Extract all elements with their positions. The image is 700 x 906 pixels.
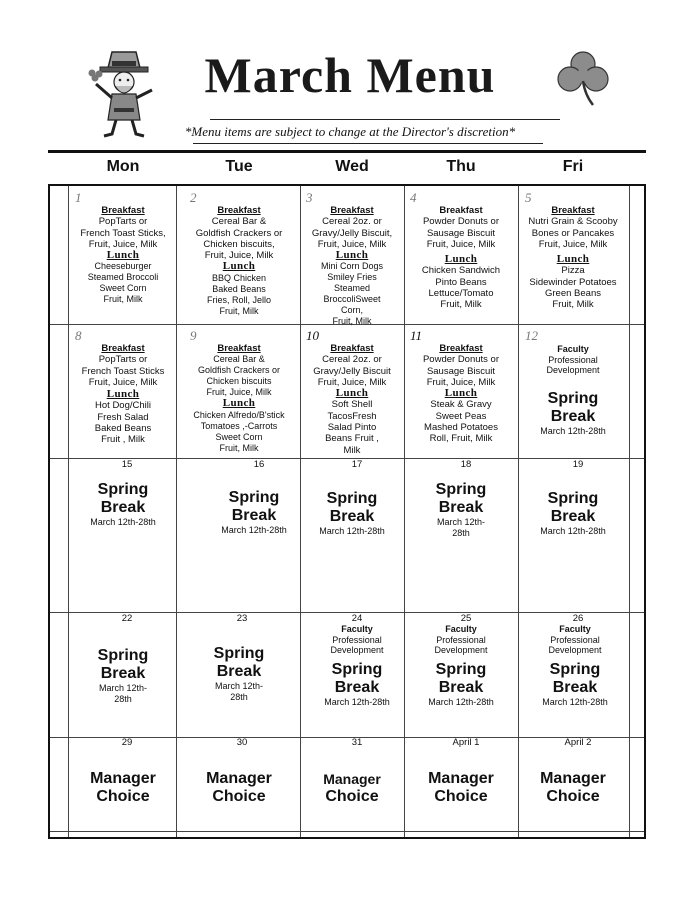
menu-cell <box>68 343 178 446</box>
leprechaun-icon <box>88 48 160 140</box>
lunch-label: Lunch <box>556 253 590 266</box>
menu-item: Nutri Grain & Scooby <box>528 216 618 228</box>
menu-item: Pizza <box>561 265 585 277</box>
day-number: 3 <box>306 190 313 205</box>
breakfast-label: Breakfast <box>217 205 261 216</box>
break-label: Break <box>550 508 596 525</box>
break-dates: March 12th-28th <box>324 696 390 707</box>
menu-item: Hot Dog/Chili <box>95 400 151 412</box>
day-number: 12 <box>525 328 538 343</box>
menu-item: Bones or Pancakes <box>531 227 615 239</box>
menu-item: Goldfish Crackers or <box>195 227 283 239</box>
menu-item: Lettuce/Tomato <box>428 288 494 300</box>
menu-item: Chicken Alfredo/B'stick <box>193 409 285 420</box>
break-label: Break <box>334 678 380 696</box>
menu-cell <box>195 489 313 536</box>
choice-label: Choice <box>325 788 379 805</box>
professional-label: Professional <box>436 634 486 645</box>
spring-label: Spring <box>435 481 487 498</box>
menu-item: Sweet Peas <box>435 410 487 422</box>
break-dates: March 12th-28th <box>90 517 156 527</box>
menu-item: Soft Shell <box>331 399 373 411</box>
menu-item: Fruit, Juice, Milk <box>317 376 387 388</box>
lunch-label: Lunch <box>444 387 478 400</box>
menu-cell <box>404 205 518 311</box>
menu-item: Baked Beans <box>94 423 152 435</box>
menu-item: Smiley Fries <box>327 272 377 283</box>
lunch-label: Lunch <box>106 249 140 262</box>
menu-cell <box>404 624 518 707</box>
menu-item: Fruit, Milk <box>552 299 594 311</box>
menu-item: Chicken Sandwich <box>421 265 501 277</box>
grid-line <box>50 831 644 832</box>
menu-cell <box>178 205 300 317</box>
menu-item: PopTarts or <box>98 354 148 366</box>
manager-label: Manager <box>206 770 272 787</box>
menu-item: Fruit , Milk <box>101 434 145 446</box>
menu-item: Baked Beans <box>212 283 266 294</box>
day-header-fri: Fri <box>562 158 584 175</box>
day-number: 30 <box>236 737 248 748</box>
day-number: April 2 <box>564 737 592 748</box>
menu-item: Fruit, Juice, Milk <box>426 376 496 388</box>
day-header-thu: Thu <box>446 158 476 175</box>
menu-item: Corn, <box>340 305 363 316</box>
menu-cell <box>68 647 178 705</box>
menu-item: Pinto Beans <box>435 276 487 288</box>
day-number: 1 <box>75 190 82 205</box>
faculty-label: Faculty <box>445 624 477 634</box>
menu-item: Fruit, Juice, Milk <box>538 238 608 250</box>
menu-item: BroccoliSweet <box>323 294 381 305</box>
breakfast-label: Breakfast <box>217 343 261 354</box>
menu-item: French Toast Sticks <box>81 365 165 377</box>
break-label: Break <box>100 499 146 516</box>
day-number: 4 <box>410 190 417 205</box>
menu-item: Fruit, Juice, Milk <box>88 376 158 388</box>
menu-cell <box>404 481 518 539</box>
menu-item: Chicken biscuits <box>206 376 272 387</box>
menu-item: Fruit, Milk <box>219 305 259 316</box>
menu-item: Fruit, Milk <box>219 442 259 453</box>
menu-cell <box>518 205 628 311</box>
day-number: 18 <box>460 459 472 470</box>
day-number: 2 <box>190 190 197 205</box>
menu-item: BBQ Chicken <box>211 272 267 283</box>
breakfast-label: Breakfast <box>101 205 145 216</box>
break-dates: March 12th- <box>214 681 264 691</box>
spring-label: Spring <box>326 490 378 507</box>
break-dates: 28th <box>230 692 248 702</box>
break-dates: March 12th- <box>436 517 486 527</box>
breakfast-label: Breakfast <box>439 343 483 354</box>
day-number: 10 <box>306 328 319 343</box>
menu-cell <box>300 624 414 707</box>
break-dates: March 12th-28th <box>319 526 385 536</box>
disclaimer-underline <box>193 143 543 144</box>
lunch-label: Lunch <box>106 388 140 401</box>
menu-item: Gravy/Jelly Biscuit, <box>311 227 393 239</box>
choice-label: Choice <box>434 788 488 805</box>
menu-item: Sweet Corn <box>215 431 263 442</box>
menu-cell <box>178 770 300 806</box>
menu-item: Fruit, Juice, Milk <box>426 238 496 250</box>
menu-item: Fruit, Juice, Milk <box>317 238 387 250</box>
menu-item: Cheeseburger <box>94 261 152 272</box>
manager-label: Manager <box>323 771 381 787</box>
development-label: Development <box>434 645 488 655</box>
spring-label: Spring <box>435 660 487 678</box>
menu-cell <box>68 205 178 305</box>
menu-item: Fresh Salad <box>97 411 149 423</box>
breakfast-label: Breakfast <box>330 343 374 354</box>
manager-label: Manager <box>540 770 606 787</box>
break-dates: 28th <box>452 528 470 538</box>
menu-item: Mashed Potatoes <box>424 422 498 434</box>
menu-item: Fruit, Milk <box>332 316 372 327</box>
menu-cell <box>300 490 404 537</box>
menu-item: Cereal 2oz. or <box>322 354 382 366</box>
break-label: Break <box>231 507 277 524</box>
day-number: April 1 <box>452 737 480 748</box>
header-divider <box>48 150 646 153</box>
menu-cell <box>300 770 404 806</box>
disclaimer: *Menu items are subject to change at the Director's discretion* <box>184 124 516 139</box>
choice-label: Choice <box>212 788 266 805</box>
menu-cell <box>518 490 628 537</box>
menu-cell <box>518 624 632 707</box>
shamrock-icon <box>553 47 613 107</box>
break-dates: March 12th-28th <box>540 425 606 436</box>
break-dates: March 12th- <box>98 683 148 693</box>
menu-item: TacosFresh <box>327 410 377 422</box>
page-title: March Menu <box>204 47 496 103</box>
menu-cell <box>404 770 518 806</box>
menu-cell <box>300 343 404 456</box>
break-label: Break <box>438 678 484 696</box>
menu-item: Milk <box>343 444 361 456</box>
menu-item: Powder Donuts or <box>422 354 500 366</box>
spring-label: Spring <box>331 660 383 678</box>
day-number: 8 <box>75 328 82 343</box>
menu-item: Goldfish Crackers or <box>197 365 281 376</box>
breakfast-label: Breakfast <box>101 343 145 354</box>
menu-cell <box>518 344 628 436</box>
menu-item: PopTarts or <box>98 216 148 228</box>
day-header-tue: Tue <box>225 158 253 175</box>
day-number: 19 <box>572 459 584 470</box>
lunch-label: Lunch <box>335 249 369 262</box>
lunch-label: Lunch <box>222 260 256 273</box>
break-label: Break <box>329 508 375 525</box>
breakfast-label: Breakfast <box>330 205 374 216</box>
menu-cell <box>68 481 178 528</box>
break-dates: 28th <box>114 694 132 704</box>
faculty-label: Faculty <box>341 624 373 634</box>
menu-item: Steamed Broccoli <box>87 272 159 283</box>
menu-item: Steak & Gravy <box>430 399 492 411</box>
lunch-label: Lunch <box>444 253 478 266</box>
manager-label: Manager <box>90 770 156 787</box>
menu-item: Cereal Bar & <box>213 354 265 365</box>
menu-item: Sweet Corn <box>99 283 147 294</box>
menu-item: French Toast Sticks, <box>80 227 166 239</box>
menu-item: Green Beans <box>545 288 601 300</box>
faculty-label: Faculty <box>559 624 591 634</box>
menu-item: Fruit, Juice, Milk <box>206 387 272 398</box>
day-number: 9 <box>190 328 197 343</box>
day-number: 31 <box>351 737 363 748</box>
development-label: Development <box>548 645 602 655</box>
spring-label: Spring <box>547 490 599 507</box>
professional-label: Professional <box>550 634 600 645</box>
choice-label: Choice <box>96 788 150 805</box>
day-header-mon: Mon <box>106 158 140 175</box>
menu-item: Fruit, Juice, Milk <box>88 238 158 250</box>
spring-label: Spring <box>547 389 599 407</box>
menu-item: Steamed <box>333 283 371 294</box>
break-label: Break <box>100 665 146 682</box>
menu-item: Sidewinder Potatoes <box>529 276 617 288</box>
day-number: 16 <box>253 459 265 470</box>
menu-cell <box>300 205 404 327</box>
breakfast-label: Breakfast <box>551 205 595 216</box>
menu-item: Chicken biscuits, <box>203 238 275 250</box>
day-number: 17 <box>351 459 363 470</box>
day-number: 22 <box>121 613 133 624</box>
menu-item: Cereal 2oz. or <box>322 216 382 228</box>
menu-cell <box>518 770 628 806</box>
professional-label: Professional <box>548 354 598 365</box>
break-label: Break <box>550 407 596 425</box>
spring-label: Spring <box>228 489 280 506</box>
day-number: 24 <box>351 613 363 624</box>
break-label: Break <box>552 678 598 696</box>
menu-item: Sausage Biscuit <box>426 227 496 239</box>
day-number: 15 <box>121 459 133 470</box>
menu-cell <box>178 343 300 454</box>
menu-item: Gravy/Jelly Biscuit <box>313 365 391 377</box>
menu-item: Roll, Fruit, Milk <box>429 433 493 445</box>
menu-cell <box>404 343 518 445</box>
menu-cell <box>178 645 300 703</box>
choice-label: Choice <box>546 788 600 805</box>
development-label: Development <box>546 365 600 375</box>
break-dates: March 12th-28th <box>221 525 287 535</box>
spring-label: Spring <box>97 481 149 498</box>
menu-cell <box>68 770 178 806</box>
day-number: 23 <box>236 613 248 624</box>
menu-item: Fruit, Milk <box>103 294 143 305</box>
menu-item: Fruit, Milk <box>440 299 482 311</box>
break-dates: March 12th-28th <box>542 696 608 707</box>
menu-item: Powder Donuts or <box>422 216 500 228</box>
breakfast-label: Breakfast <box>439 205 483 216</box>
menu-item: Fruit, Juice, Milk <box>204 250 274 262</box>
title-underline <box>210 119 560 120</box>
day-number: 29 <box>121 737 133 748</box>
menu-item: Beans Fruit , <box>325 433 379 445</box>
break-label: Break <box>438 499 484 516</box>
day-number: 25 <box>460 613 472 624</box>
spring-label: Spring <box>213 645 265 662</box>
spring-label: Spring <box>97 647 149 664</box>
break-label: Break <box>216 663 262 680</box>
break-dates: March 12th-28th <box>540 526 606 536</box>
menu-item: Tomatoes ,-Carrots <box>200 420 278 431</box>
lunch-label: Lunch <box>222 397 256 410</box>
manager-label: Manager <box>428 770 494 787</box>
day-header-wed: Wed <box>335 158 369 175</box>
menu-item: Mini Corn Dogs <box>320 261 384 272</box>
professional-label: Professional <box>332 634 382 645</box>
menu-item: Salad Pinto <box>327 422 377 434</box>
lunch-label: Lunch <box>335 387 369 400</box>
day-number: 26 <box>572 613 584 624</box>
day-number: 5 <box>525 190 532 205</box>
menu-item: Sausage Biscuit <box>426 365 496 377</box>
spring-label: Spring <box>549 660 601 678</box>
menu-item: Cereal Bar & <box>211 216 267 228</box>
break-dates: March 12th-28th <box>428 696 494 707</box>
menu-item: Fries, Roll, Jello <box>206 294 271 305</box>
faculty-label: Faculty <box>557 344 589 354</box>
development-label: Development <box>330 645 384 655</box>
day-number: 11 <box>410 328 423 343</box>
